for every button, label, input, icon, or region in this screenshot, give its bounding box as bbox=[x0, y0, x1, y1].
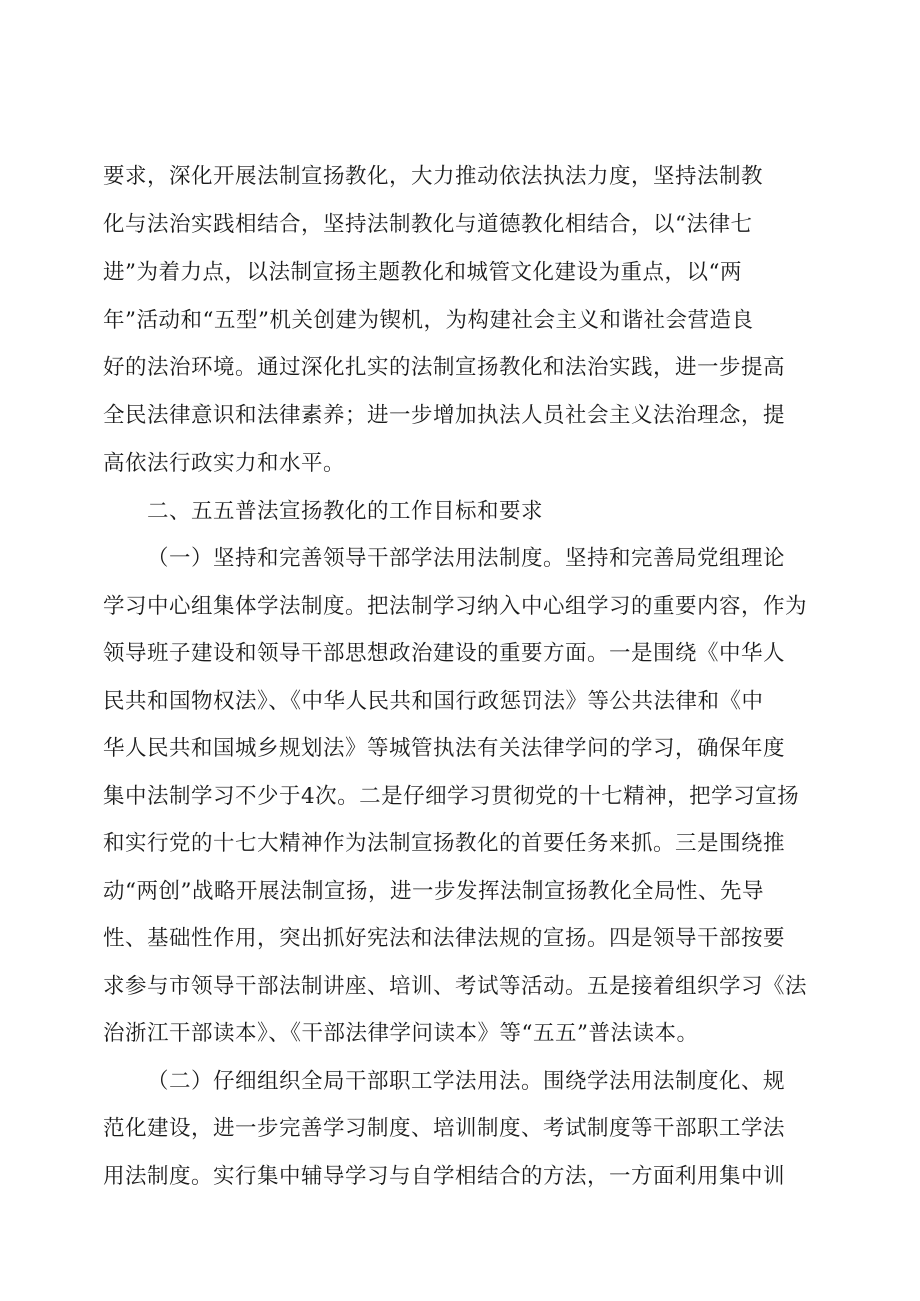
text-line-10: 学习中心组集体学法制度。把法制学习纳入中心组学习的重要内容，作为 bbox=[103, 594, 808, 619]
text-line-17: 性、基础性作用，突出抓好宪法和法律法规的宣扬。四是领导干部按要 bbox=[103, 926, 786, 951]
text-line-21: 范化建设，进一步完善学习制度、培训制度、考试制度等干部职工学法 bbox=[103, 1116, 786, 1141]
text-line-11: 领导班子建设和领导干部思想政治建设的重要方面。一是围绕《中华人 bbox=[103, 641, 786, 666]
text-line-15: 和实行党的十七大精神作为法制宣扬教化的首要任务来抓。三是围绕推 bbox=[103, 831, 786, 856]
text-line-2: 化与法治实践相结合，坚持法制教化与道德教化相结合，以“法律七 bbox=[103, 212, 753, 237]
text-line-1: 要求，深化开展法制宣扬教化，大力推动依法执法力度，坚持法制教 bbox=[103, 164, 764, 189]
text-line-9: （一）坚持和完善领导干部学法用法制度。坚持和完善局党组理论 bbox=[147, 546, 786, 571]
text-line-13: 华人民共和国城乡规划法》等城管执法有关法律学问的学习，确保年度 bbox=[103, 736, 786, 761]
text-line-19: 治浙江干部读本》、《干部法律学问读本》等“五五”普法读本。 bbox=[103, 1021, 699, 1046]
text-line-7: 高依法行政实力和水平。 bbox=[103, 451, 346, 476]
text-line-20: （二）仔细组织全局干部职工学法用法。围绕学法用法制度化、规 bbox=[147, 1069, 786, 1094]
text-line-4: 年”活动和“五型”机关创建为锲机，为构建社会主义和谐社会营造良 bbox=[103, 308, 754, 333]
text-line-22: 用法制度。实行集中辅导学习与自学相结合的方法，一方面利用集中训 bbox=[103, 1164, 786, 1189]
text-line-18: 求参与市领导干部法制讲座、培训、考试等活动。五是接着组织学习《法 bbox=[103, 974, 808, 999]
text-line-16: 动“两创”战略开展法制宣扬，进一步发挥法制宣扬教化全局性、先导 bbox=[103, 879, 764, 904]
section-heading: 二、五五普法宣扬教化的工作目标和要求 bbox=[147, 499, 544, 524]
text-line-6: 全民法律意识和法律素养；进一步增加执法人员社会主义法治理念，提 bbox=[103, 403, 786, 428]
text-line-5: 好的法治环境。通过深化扎实的法制宣扬教化和法治实践，进一步提高 bbox=[103, 355, 786, 380]
text-line-14: 集中法制学习不少于4次。二是仔细学习贯彻党的十七精神，把学习宣扬 bbox=[103, 784, 800, 809]
text-line-3: 进”为着力点，以法制宣扬主题教化和城管文化建设为重点，以“两 bbox=[103, 260, 742, 285]
text-line-12: 民共和国物权法》、《中华人民共和国行政惩罚法》等公共法律和《中 bbox=[103, 689, 764, 714]
